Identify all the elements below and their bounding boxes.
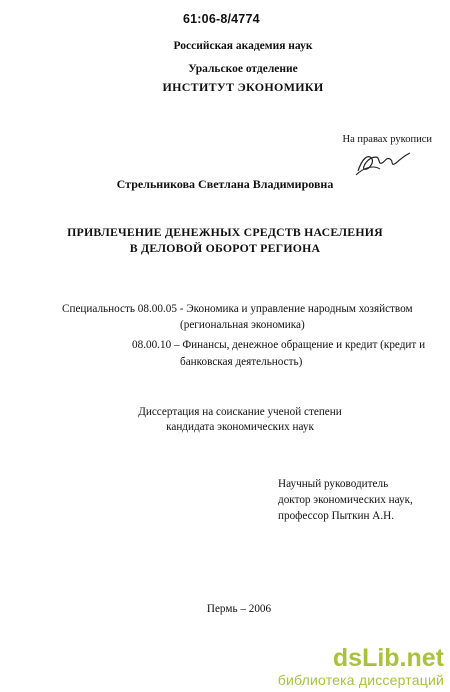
thesis-title-line-2: В ДЕЛОВОЙ ОБОРОТ РЕГИОНА xyxy=(129,241,321,255)
specialty-line-3: 08.00.10 – Финансы, денежное обращение и кредит (кредит и xyxy=(132,339,426,351)
dissertation-line-2: кандидата экономических наук xyxy=(166,421,314,433)
archive-code: 61:06-8/4774 xyxy=(183,12,260,26)
specialty-line-2: (региональная экономика) xyxy=(180,319,305,331)
thesis-title-line-1: ПРИВЛЕЧЕНИЕ ДЕНЕЖНЫХ СРЕДСТВ НАСЕЛЕНИЯ xyxy=(67,225,383,239)
specialty-line-4: банковская деятельность) xyxy=(180,356,303,368)
institute-name: ИНСТИТУТ ЭКОНОМИКИ xyxy=(162,80,324,94)
dissertation-line-1: Диссертация на соискание ученой степени xyxy=(138,406,342,418)
supervisor-line-2: доктор экономических наук, xyxy=(278,494,413,506)
watermark-subtitle: библиотека диссертаций xyxy=(277,672,444,688)
supervisor-line-3: профессор Пыткин А.Н. xyxy=(278,510,395,522)
specialty-line-1: Специальность 08.00.05 - Экономика и управление народным хозяйством xyxy=(62,303,413,315)
organization-line-2: Уральское отделение xyxy=(188,63,298,75)
watermark xyxy=(278,645,444,689)
author-name: Стрельникова Светлана Владимировна xyxy=(116,177,334,191)
rights-note: На правах рукописи xyxy=(342,134,432,145)
city-year: Пермь – 2006 xyxy=(206,603,272,615)
supervisor-line-1: Научный руководитель xyxy=(278,478,389,490)
watermark-logo: dsLib.net xyxy=(332,644,444,672)
organization-line-1: Российская академия наук xyxy=(173,40,313,52)
handwritten-signature xyxy=(354,145,414,181)
